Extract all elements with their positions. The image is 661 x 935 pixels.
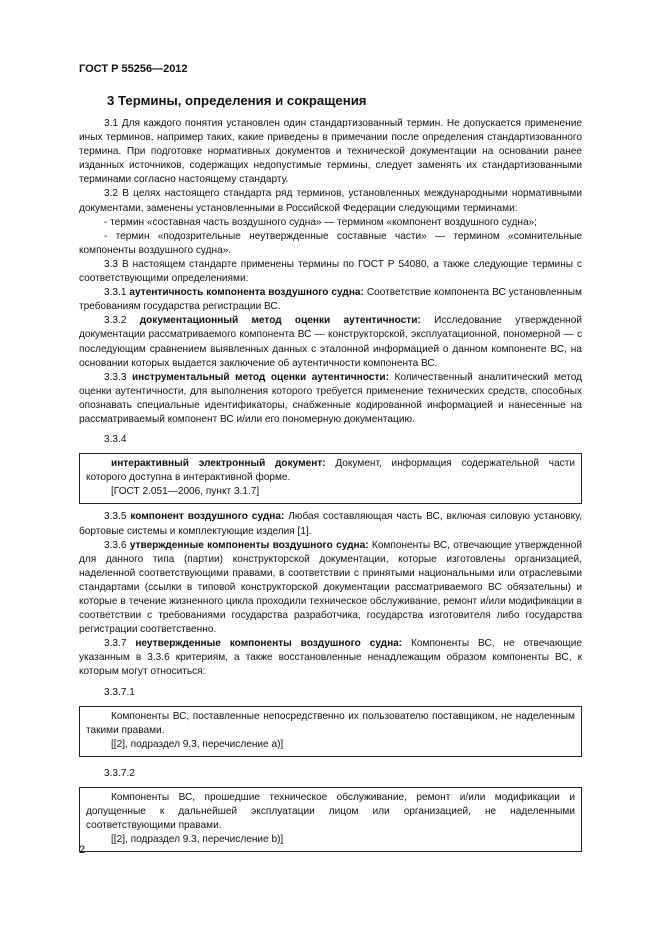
section-title: 3 Термины, определения и сокращения [107, 93, 367, 108]
term-name: неутвержденные компоненты воздушного судна: [135, 638, 403, 650]
term-definition: Компоненты ВС, не отвечающие указанным в 3.3.6 критериям, а также восстановленные ненадлежащим образом компоненты ВС, к которым могут относиться: [79, 638, 582, 678]
term-reference: [ГОСТ 2.051—2006, пункт 3.1.7] [111, 486, 260, 498]
term-box-3-3-4 [79, 453, 582, 504]
paragraph-3-3: 3.3 В настоящем стандарте применены термины по ГОСТ Р 54080, а также следующие термины с соответствующими определениями: [79, 258, 582, 285]
term-definition: Компоненты ВС, прошедшие техническое обслуживание, ремонт и/или модификации и допущенные к дальнейшей эксплуатации лицом или организацией, не наделенными соответствующими правами. [86, 792, 575, 832]
term-box-3-3-7-2 [79, 787, 582, 852]
paragraph-3-2: 3.2 В целях настоящего стандарта ряд терминов, установленных международными нормативными документами, заменены установленными в Российской Федерации следующими терминами: [79, 188, 582, 214]
term-number: 3.3.7.2 [104, 767, 135, 779]
term-3-3-1 [79, 286, 582, 314]
term-definition: Компоненты ВС, поставленные непосредственно их пользователю поставщиком, не наделенным такими правами. [86, 710, 575, 736]
page-number: 2 [79, 844, 86, 856]
term-definition: Любая составляющая часть ВС, включая силовую установку, бортовые системы и комплектующие изделия [1]. [79, 511, 582, 537]
term-definition: Соответствие компонента ВС установленным требованиям государства регистрации ВС. [79, 287, 582, 313]
term-name: документационный метод оценки аутентичности: [139, 315, 421, 327]
term-number: 3.3.1 [104, 287, 130, 299]
term-number: 3.3.6 [104, 539, 130, 551]
list-item: - термин «подозрительные неутвержденные составные части» — термином «сомнительные компоненты воздушного судна». [79, 230, 582, 256]
term-definition: Компоненты ВС, отвечающие утвержденной для данного типа (партии) конструкторской документации, которые изготовлены организацией, наделенной соответствующими правами, в соответствии с принятыми национальными или отраслевыми стандартами (ссылки в типовой конструкторской документации рассматриваемого ВС обязательны) и которые в течение жизненного цикла проходили техническое обслуживание, ремонт и/или модификации в соответствии с требованиями государства разработчика, государства изготовителя либо государства регистрации соответственно. [79, 539, 582, 636]
term-3-3-2 [79, 314, 582, 370]
term-definition: Исследование утвержденной документации рассматриваемого компонента ВС — конструкторской, эксплуатационной, пономерной — с последующим сравнением выявленных данных с эталонной информацией о данном компоненте ВС, на основании которых выдается заключение об аутентичности компонента ВС. [79, 315, 582, 369]
term-number: 3.3.2 [104, 315, 140, 327]
document-code: ГОСТ Р 55256—2012 [79, 63, 188, 75]
term-number: 3.3.7 [104, 638, 136, 650]
term-name: утвержденные компоненты воздушного судна: [129, 539, 369, 551]
term-name: инструментальный метод оценки аутентичности: [131, 371, 389, 383]
term-number: 3.3.4 [104, 434, 127, 446]
term-3-3-3 [79, 371, 582, 427]
paragraph-3-1: 3.1 Для каждого понятия установлен один стандартизованный термин. Не допускается применение иных терминов, например таких, какие приведены в примечании после определения стандартизованного термина. При подготовке нормативных документов и технической документации на основании ранее изданных источников, содержащих недопустимые термины, следует заменять их стандартизованными терминами согласно настоящему стандарту. [79, 118, 582, 186]
term-3-3-5 [79, 510, 582, 538]
term-box-3-3-7-1 [79, 706, 582, 757]
term-definition: Документ, информация содержательной части которого доступна в интерактивной форме. [86, 458, 575, 484]
term-reference: [[2], подраздел 9.3, перечисление а)] [111, 738, 284, 750]
term-name: интерактивный электронный документ: [111, 458, 326, 470]
term-3-3-6 [79, 539, 582, 638]
document-body [79, 117, 582, 852]
term-name: аутентичность компонента воздушного судна: [129, 287, 364, 299]
term-definition: Количественный аналитический метод оценки аутентичности, для выполнения которого требуется применение технических средств, способных опознавать специальные идентификаторы, снабженные кодированной информацией и нанесенные на рассматриваемый компонент ВС и/или его пономерную документацию. [79, 371, 582, 425]
term-number: 3.3.5 [104, 511, 131, 523]
list-item: - термин «составная часть воздушного судна» — термином «компонент воздушного судна»; [104, 216, 537, 228]
term-number: 3.3.7.1 [104, 686, 135, 698]
term-name: компонент воздушного судна: [130, 511, 285, 523]
term-number: 3.3.3 [104, 371, 132, 383]
term-reference: [[2], подраздел 9.3, перечисление b)] [111, 834, 284, 846]
term-3-3-7 [79, 637, 582, 679]
